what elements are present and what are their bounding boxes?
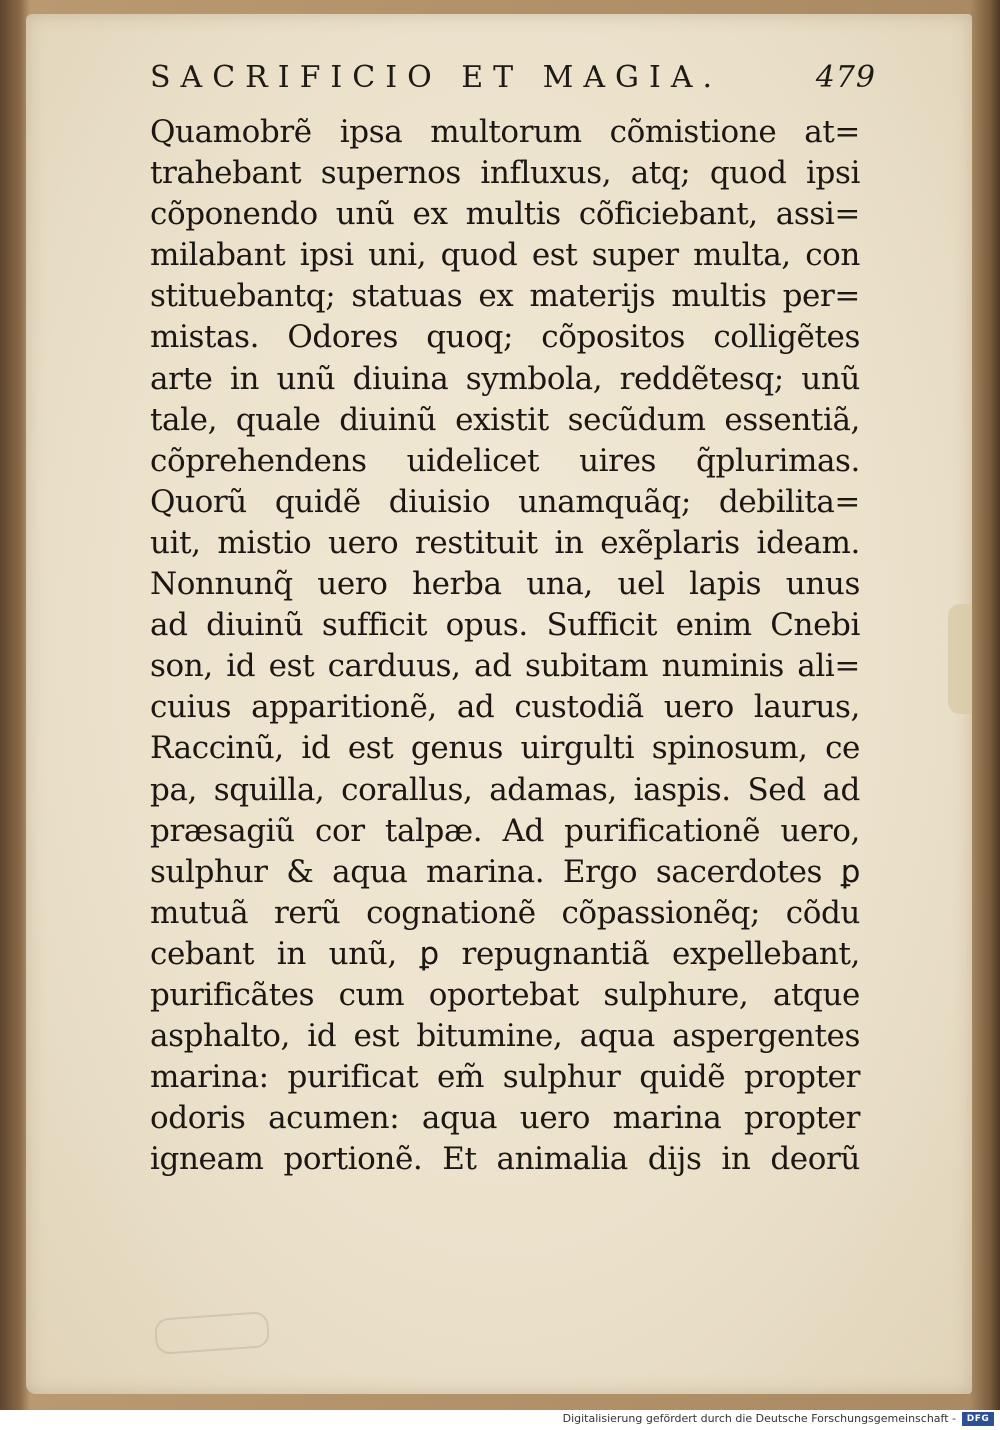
text-line: pa, squilla, corallus, adamas, iaspis. Sed ad	[150, 771, 860, 808]
running-head-title: SACRIFICIO ET MAGIA.	[150, 60, 723, 95]
text-line: ad diuinũ sufficit opus. Sufficit enim Cnebi	[150, 607, 860, 644]
page-edge	[948, 604, 972, 714]
text-line: cuius apparitionẽ, ad custodiã uero laurus,	[150, 689, 860, 726]
footer-bar	[0, 1410, 1000, 1430]
text-line: tale, quale diuinũ existit secũdum essentiã,	[150, 401, 860, 438]
text-line: trahebant supernos influxus, atq; quod ipsi	[150, 155, 860, 192]
running-head	[150, 60, 876, 110]
text-line: uit, mistio uero restituit in exẽplaris ideam.	[150, 524, 860, 561]
text-line: cõponendo unũ ex multis cõficiebant, assi=	[150, 196, 860, 233]
dfg-logo: DFG	[962, 1412, 994, 1426]
text-line: Nonnunq̃ uero herba una, uel lapis unus	[150, 566, 860, 603]
text-line: præsagiũ cor talpæ. Ad purificationẽ uero,	[150, 812, 860, 849]
text-line: Quamobrẽ ipsa multorum cõmistione at=	[150, 114, 860, 150]
text-line: son, id est carduus, ad subitam numinis ali=	[150, 648, 860, 685]
text-line: mutuã rerũ cognationẽ cõpassionẽq; cõdu	[150, 894, 860, 931]
body-text	[150, 112, 860, 1180]
text-line: Raccinũ, id est genus uirgulti spinosum, ce	[150, 730, 860, 767]
text-line: arte in unũ diuina symbola, reddẽtesq; unũ	[150, 360, 860, 397]
text-line: purificãtes cum oportebat sulphure, atque	[150, 976, 860, 1013]
page-number: 479	[815, 60, 876, 95]
text-line: marina: purificat em̃ sulphur quidẽ propter	[150, 1059, 860, 1096]
text-line: milabant ipsi uni, quod est super multa, con	[150, 237, 860, 274]
text-line: Quorũ quidẽ diuisio unamquãq; debilita=	[150, 483, 860, 520]
text-line: igneam portionẽ. Et animalia dijs in deorũ	[150, 1141, 860, 1178]
text-line: asphalto, id est bitumine, aqua aspergentes	[150, 1018, 860, 1055]
text-line: cõprehendens uidelicet uires q̃plurimas.	[150, 442, 860, 479]
text-line: stituebantq; statuas ex materijs multis per=	[150, 278, 860, 315]
text-line: sulphur & aqua marina. Ergo sacerdotes ꝑ	[150, 853, 860, 890]
text-line: mistas. Odores quoq; cõpositos colligẽtes	[150, 319, 860, 356]
text-line: odoris acumen: aqua uero marina propter	[150, 1100, 860, 1137]
funding-credit: Digitalisierung gefördert durch die Deutsche Forschungsgemeinschaft -	[562, 1412, 956, 1425]
text-line: cebant in unũ, ꝑ repugnantiã expellebant,	[150, 935, 860, 972]
